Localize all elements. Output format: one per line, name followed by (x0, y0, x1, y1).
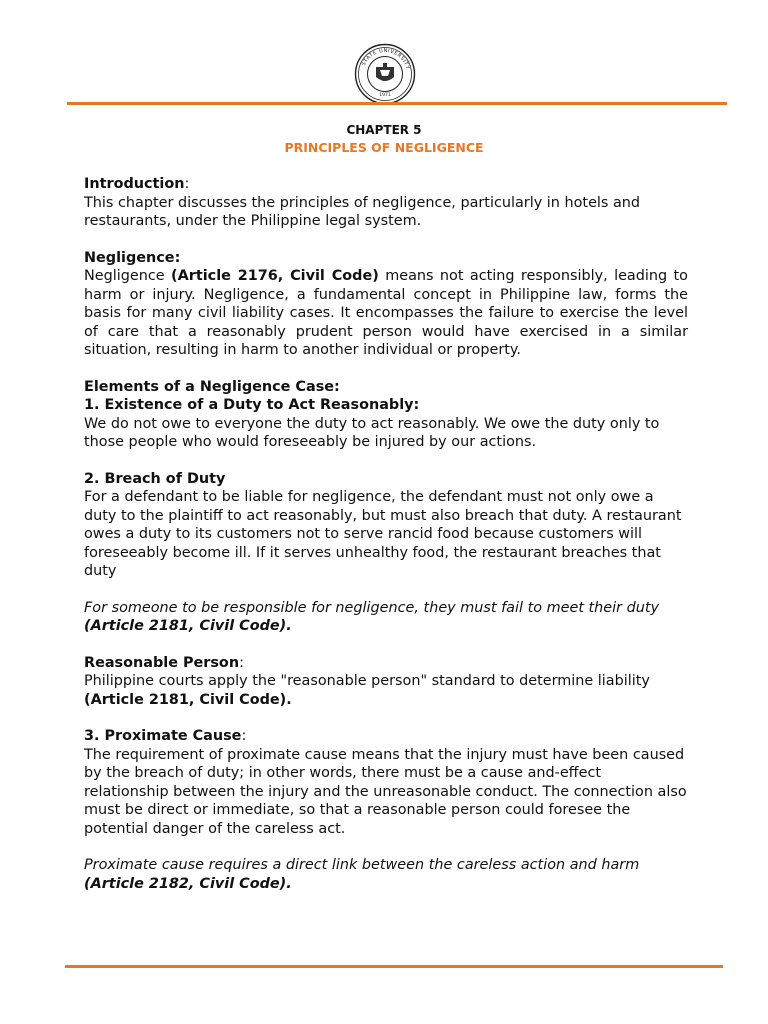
chapter-label: CHAPTER 5 (346, 123, 422, 137)
proximate-cause-heading-line: 3. Proximate Cause: (84, 728, 247, 744)
intro-heading-line: Introduction: (84, 176, 190, 192)
duty-paragraph: We do not owe to everyone the duty to act reasonably. We owe the duty only to those people who would foreseeably be injured by our actions. (84, 415, 660, 450)
seal-text: STATE UNIVERSITY (360, 47, 411, 71)
article-2176-ref: (Article 2176, Civil Code) (171, 268, 379, 284)
intro-heading: Introduction (84, 176, 185, 192)
proximate-cause-paragraph: The requirement of proximate cause means that the injury must have been caused by the breach of duty; in other words, there must be a cause and-effect relationship between the injury and the unreasonable conduct. The connection also must be direct or immediate, so that a reasonable person could foresee the potential danger of the careless act. (84, 746, 687, 837)
seal-year: 1971 (379, 93, 391, 98)
article-2181-ref: (Article 2181, Civil Code). (84, 618, 292, 634)
university-seal-logo (354, 43, 416, 105)
document-body (84, 175, 688, 893)
article-2181-ref-2: (Article 2181, Civil Code). (84, 691, 292, 708)
reasonable-person-heading: Reasonable Person (84, 654, 240, 671)
negligence-paragraph: Negligence (Article 2176, Civil Code) means not acting responsibly, leading to harm or injury. Negligence, a fundamental concept in Philippine law, forms the basis for many civil liability cases. It encompasses the failure to exercise the level of care that a reasonably prudent person would have exercised in a similar situation, resulting in harm to another individual or property. (84, 268, 688, 358)
elements-heading: Elements of a Negligence Case: (84, 378, 340, 395)
duty-heading: 1. Existence of a Duty to Act Reasonably: (84, 397, 420, 413)
breach-paragraph: For a defendant to be liable for negligence, the defendant must not only owe a duty to the plaintiff to act reasonably, but must also breach that duty. A restaurant owes a duty to its customers not to serve rancid food because customers will foreseeably become ill. If it serves unhealthy food, the restaurant breaches that duty (84, 489, 682, 579)
footer-divider (65, 965, 723, 968)
chapter-title: PRINCIPLES OF NEGLIGENCE (284, 140, 484, 155)
negligence-heading: Negligence: (84, 249, 181, 266)
breach-note: For someone to be responsible for negligence, they must fail to meet their duty (Article 2181, Civil Code). (84, 599, 660, 634)
article-2182-ref: (Article 2182, Civil Code). (84, 875, 292, 892)
proximate-cause-note: Proximate cause requires a direct link between the careless action and harm (Article 2182, Civil Code). (84, 857, 640, 892)
intro-paragraph: This chapter discusses the principles of negligence, particularly in hotels and restaurants, under the Philippine legal system. (84, 194, 641, 229)
reasonable-person-heading-line: Reasonable Person: (84, 654, 244, 671)
proximate-cause-heading: 3. Proximate Cause (84, 728, 242, 744)
header-divider (67, 102, 727, 105)
breach-heading: 2. Breach of Duty (84, 470, 226, 487)
reasonable-person-paragraph: Philippine courts apply the "reasonable person" standard to determine liability (Article 2181, Civil Code). (84, 673, 650, 708)
